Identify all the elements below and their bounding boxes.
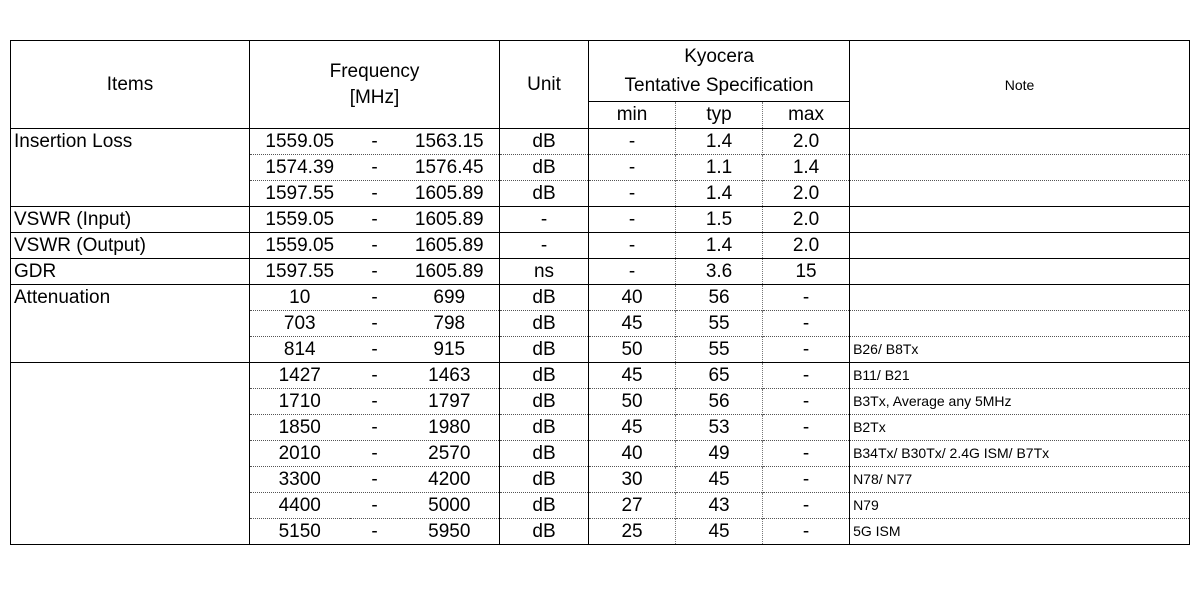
row-item: VSWR (Input) <box>11 207 250 233</box>
row-max: - <box>763 493 850 519</box>
row-unit: dB <box>500 129 589 155</box>
row-max: - <box>763 389 850 415</box>
row-typ: 1.4 <box>676 129 763 155</box>
table-row <box>11 441 1190 467</box>
row-typ: 3.6 <box>676 259 763 285</box>
row-note: B34Tx/ B30Tx/ 2.4G ISM/ B7Tx <box>850 441 1190 467</box>
row-freq-dash: - <box>350 233 400 259</box>
row-max: - <box>763 311 850 337</box>
header-unit: Unit <box>500 41 589 129</box>
row-max: 15 <box>763 259 850 285</box>
row-freq-dash: - <box>350 467 400 493</box>
row-freq-low: 1559.05 <box>250 129 350 155</box>
row-freq-high: 1605.89 <box>400 233 500 259</box>
row-unit: dB <box>500 389 589 415</box>
row-freq-high: 1605.89 <box>400 181 500 207</box>
row-freq-high: 1576.45 <box>400 155 500 181</box>
row-item <box>11 181 250 207</box>
row-freq-low: 10 <box>250 285 350 311</box>
row-freq-high: 5000 <box>400 493 500 519</box>
row-min: - <box>589 207 676 233</box>
row-unit: dB <box>500 415 589 441</box>
row-typ: 55 <box>676 337 763 363</box>
row-max: - <box>763 519 850 545</box>
header-frequency-label: Frequency <box>329 60 420 82</box>
row-item <box>11 311 250 337</box>
row-unit: - <box>500 233 589 259</box>
table-row <box>11 519 1190 545</box>
table-row <box>11 311 1190 337</box>
row-max: - <box>763 363 850 389</box>
row-freq-dash: - <box>350 415 400 441</box>
row-note <box>850 207 1190 233</box>
row-item: VSWR (Output) <box>11 233 250 259</box>
row-freq-low: 814 <box>250 337 350 363</box>
row-typ: 1.4 <box>676 233 763 259</box>
row-max: 1.4 <box>763 155 850 181</box>
row-freq-low: 1427 <box>250 363 350 389</box>
row-freq-dash: - <box>350 441 400 467</box>
header-frequency-unit: [MHz] <box>349 86 400 108</box>
row-freq-high: 1980 <box>400 415 500 441</box>
row-freq-low: 5150 <box>250 519 350 545</box>
header-typ: typ <box>676 102 763 129</box>
row-freq-high: 4200 <box>400 467 500 493</box>
row-freq-dash: - <box>350 337 400 363</box>
row-freq-high: 1605.89 <box>400 207 500 233</box>
row-freq-low: 1597.55 <box>250 259 350 285</box>
row-min: 40 <box>589 285 676 311</box>
header-frequency <box>250 41 500 129</box>
row-freq-dash: - <box>350 285 400 311</box>
row-freq-low: 2010 <box>250 441 350 467</box>
row-typ: 56 <box>676 389 763 415</box>
row-item <box>11 155 250 181</box>
header-items: Items <box>11 41 250 129</box>
row-typ: 53 <box>676 415 763 441</box>
row-max: - <box>763 285 850 311</box>
row-min: 50 <box>589 337 676 363</box>
specification-table <box>10 40 1190 545</box>
row-freq-low: 1710 <box>250 389 350 415</box>
row-note <box>850 311 1190 337</box>
header-spec-vendor: Kyocera <box>684 46 754 67</box>
row-freq-low: 1559.05 <box>250 207 350 233</box>
row-item: Insertion Loss <box>11 129 250 155</box>
row-freq-low: 1597.55 <box>250 181 350 207</box>
row-item <box>11 337 250 363</box>
table-row <box>11 389 1190 415</box>
row-item <box>11 389 250 415</box>
table-row <box>11 415 1190 441</box>
row-note: B26/ B8Tx <box>850 337 1190 363</box>
row-freq-high: 5950 <box>400 519 500 545</box>
row-freq-low: 3300 <box>250 467 350 493</box>
table-row <box>11 129 1190 155</box>
row-max: 2.0 <box>763 233 850 259</box>
row-unit: dB <box>500 519 589 545</box>
row-note <box>850 181 1190 207</box>
row-unit: dB <box>500 285 589 311</box>
row-note: 5G ISM <box>850 519 1190 545</box>
row-item <box>11 415 250 441</box>
row-unit: - <box>500 207 589 233</box>
row-note: N78/ N77 <box>850 467 1190 493</box>
row-freq-low: 1574.39 <box>250 155 350 181</box>
row-freq-dash: - <box>350 311 400 337</box>
row-item: Attenuation <box>11 285 250 311</box>
row-item <box>11 467 250 493</box>
header-spec <box>589 41 850 102</box>
row-min: - <box>589 155 676 181</box>
row-max: - <box>763 441 850 467</box>
header-max: max <box>763 102 850 129</box>
row-unit: dB <box>500 441 589 467</box>
row-note <box>850 155 1190 181</box>
row-min: 25 <box>589 519 676 545</box>
table-row <box>11 259 1190 285</box>
row-typ: 1.4 <box>676 181 763 207</box>
row-freq-high: 798 <box>400 311 500 337</box>
row-item <box>11 493 250 519</box>
row-unit: dB <box>500 337 589 363</box>
row-max: 2.0 <box>763 181 850 207</box>
row-typ: 43 <box>676 493 763 519</box>
row-item <box>11 363 250 389</box>
row-unit: dB <box>500 493 589 519</box>
row-freq-dash: - <box>350 363 400 389</box>
row-freq-dash: - <box>350 493 400 519</box>
row-min: 50 <box>589 389 676 415</box>
table-row <box>11 155 1190 181</box>
row-min: 45 <box>589 415 676 441</box>
row-freq-dash: - <box>350 389 400 415</box>
row-typ: 45 <box>676 467 763 493</box>
header-min: min <box>589 102 676 129</box>
row-min: 27 <box>589 493 676 519</box>
row-note <box>850 259 1190 285</box>
row-item <box>11 519 250 545</box>
row-freq-low: 4400 <box>250 493 350 519</box>
row-typ: 55 <box>676 311 763 337</box>
row-max: 2.0 <box>763 129 850 155</box>
row-typ: 1.5 <box>676 207 763 233</box>
row-freq-high: 915 <box>400 337 500 363</box>
row-min: - <box>589 259 676 285</box>
row-freq-dash: - <box>350 129 400 155</box>
row-freq-high: 2570 <box>400 441 500 467</box>
row-max: - <box>763 467 850 493</box>
row-max: 2.0 <box>763 207 850 233</box>
row-item: GDR <box>11 259 250 285</box>
table-row <box>11 467 1190 493</box>
row-freq-high: 1797 <box>400 389 500 415</box>
row-typ: 65 <box>676 363 763 389</box>
row-note: B2Tx <box>850 415 1190 441</box>
row-freq-high: 1605.89 <box>400 259 500 285</box>
row-min: 40 <box>589 441 676 467</box>
table-row <box>11 337 1190 363</box>
table-row <box>11 285 1190 311</box>
row-min: - <box>589 233 676 259</box>
row-freq-high: 699 <box>400 285 500 311</box>
row-freq-dash: - <box>350 207 400 233</box>
row-max: - <box>763 337 850 363</box>
row-freq-low: 1850 <box>250 415 350 441</box>
row-freq-high: 1563.15 <box>400 129 500 155</box>
row-freq-low: 1559.05 <box>250 233 350 259</box>
row-min: 45 <box>589 311 676 337</box>
row-unit: ns <box>500 259 589 285</box>
header-spec-title: Tentative Specification <box>624 75 814 96</box>
row-unit: dB <box>500 155 589 181</box>
table-row <box>11 207 1190 233</box>
row-min: - <box>589 181 676 207</box>
row-note <box>850 285 1190 311</box>
row-typ: 56 <box>676 285 763 311</box>
row-min: 45 <box>589 363 676 389</box>
row-min: - <box>589 129 676 155</box>
row-freq-dash: - <box>350 155 400 181</box>
table-row <box>11 233 1190 259</box>
table-row <box>11 493 1190 519</box>
row-typ: 1.1 <box>676 155 763 181</box>
row-unit: dB <box>500 181 589 207</box>
row-item <box>11 441 250 467</box>
row-typ: 45 <box>676 519 763 545</box>
row-freq-dash: - <box>350 181 400 207</box>
row-freq-dash: - <box>350 259 400 285</box>
row-note <box>850 129 1190 155</box>
row-max: - <box>763 415 850 441</box>
row-freq-low: 703 <box>250 311 350 337</box>
row-typ: 49 <box>676 441 763 467</box>
row-freq-dash: - <box>350 519 400 545</box>
row-unit: dB <box>500 467 589 493</box>
row-unit: dB <box>500 311 589 337</box>
row-unit: dB <box>500 363 589 389</box>
row-freq-high: 1463 <box>400 363 500 389</box>
table-row <box>11 181 1190 207</box>
row-note: N79 <box>850 493 1190 519</box>
row-note: B3Tx, Average any 5MHz <box>850 389 1190 415</box>
header-note: Note <box>850 41 1190 129</box>
row-min: 30 <box>589 467 676 493</box>
row-note: B11/ B21 <box>850 363 1190 389</box>
table-row <box>11 363 1190 389</box>
row-note <box>850 233 1190 259</box>
